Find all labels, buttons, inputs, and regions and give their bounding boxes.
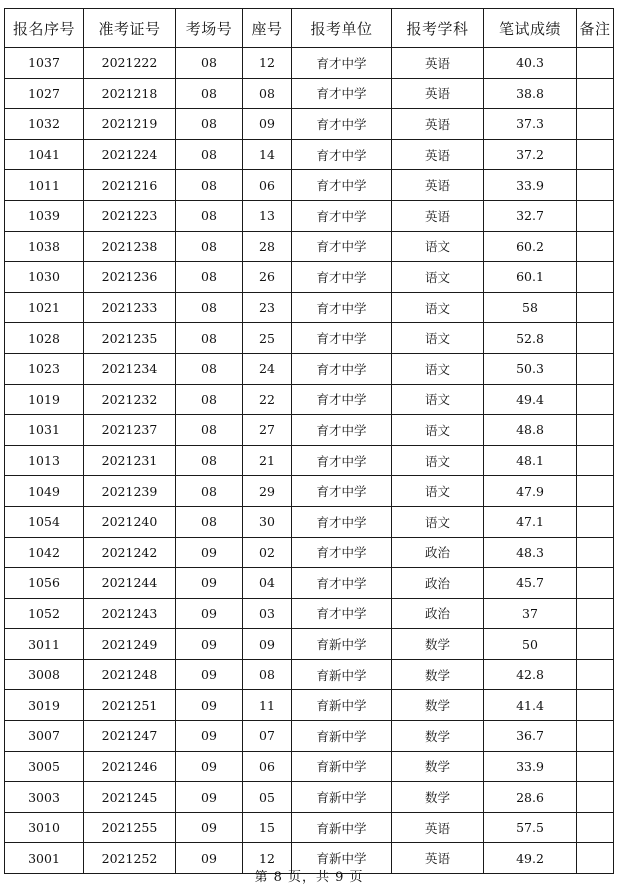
cell-written-score: 52.8 bbox=[484, 323, 577, 354]
cell-exam-room-no: 08 bbox=[176, 384, 243, 415]
cell-exam-room-no: 09 bbox=[176, 568, 243, 599]
cell-applied-unit: 育才中学 bbox=[292, 78, 392, 109]
cell-written-score: 47.1 bbox=[484, 506, 577, 537]
cell-exam-room-no: 08 bbox=[176, 476, 243, 507]
cell-applied-unit: 育才中学 bbox=[292, 48, 392, 79]
cell-applied-subject: 数学 bbox=[392, 690, 484, 721]
header-admission-ticket-no: 准考证号 bbox=[84, 9, 176, 48]
cell-admission-ticket-no: 2021238 bbox=[84, 231, 176, 262]
cell-seat-no: 15 bbox=[243, 812, 292, 843]
header-applied-unit: 报考单位 bbox=[292, 9, 392, 48]
cell-seat-no: 24 bbox=[243, 353, 292, 384]
cell-seat-no: 30 bbox=[243, 506, 292, 537]
cell-written-score: 42.8 bbox=[484, 659, 577, 690]
cell-exam-room-no: 09 bbox=[176, 782, 243, 813]
cell-applied-subject: 数学 bbox=[392, 629, 484, 660]
cell-applied-unit: 育新中学 bbox=[292, 751, 392, 782]
cell-written-score: 49.2 bbox=[484, 843, 577, 874]
cell-written-score: 48.3 bbox=[484, 537, 577, 568]
cell-applied-subject: 语文 bbox=[392, 476, 484, 507]
cell-applied-unit: 育才中学 bbox=[292, 292, 392, 323]
cell-admission-ticket-no: 2021252 bbox=[84, 843, 176, 874]
cell-admission-ticket-no: 2021236 bbox=[84, 262, 176, 293]
cell-written-score: 48.1 bbox=[484, 445, 577, 476]
cell-applied-subject: 政治 bbox=[392, 537, 484, 568]
cell-admission-ticket-no: 2021231 bbox=[84, 445, 176, 476]
cell-applied-unit: 育才中学 bbox=[292, 262, 392, 293]
cell-seat-no: 08 bbox=[243, 659, 292, 690]
cell-admission-ticket-no: 2021242 bbox=[84, 537, 176, 568]
cell-applied-unit: 育新中学 bbox=[292, 782, 392, 813]
cell-applied-unit: 育才中学 bbox=[292, 384, 392, 415]
cell-remarks bbox=[577, 812, 614, 843]
cell-applied-subject: 英语 bbox=[392, 139, 484, 170]
cell-registration-no: 3008 bbox=[5, 659, 84, 690]
cell-applied-unit: 育才中学 bbox=[292, 170, 392, 201]
cell-exam-room-no: 08 bbox=[176, 78, 243, 109]
cell-registration-no: 1013 bbox=[5, 445, 84, 476]
cell-written-score: 50 bbox=[484, 629, 577, 660]
cell-admission-ticket-no: 2021251 bbox=[84, 690, 176, 721]
table-row bbox=[5, 812, 614, 843]
cell-applied-subject: 数学 bbox=[392, 721, 484, 752]
header-applied-subject: 报考学科 bbox=[392, 9, 484, 48]
cell-remarks bbox=[577, 537, 614, 568]
cell-applied-subject: 语文 bbox=[392, 384, 484, 415]
exam-score-table bbox=[4, 8, 614, 874]
cell-seat-no: 05 bbox=[243, 782, 292, 813]
cell-registration-no: 1023 bbox=[5, 353, 84, 384]
cell-seat-no: 06 bbox=[243, 170, 292, 201]
cell-exam-room-no: 08 bbox=[176, 445, 243, 476]
cell-admission-ticket-no: 2021237 bbox=[84, 415, 176, 446]
table-row bbox=[5, 782, 614, 813]
cell-applied-unit: 育才中学 bbox=[292, 323, 392, 354]
cell-remarks bbox=[577, 415, 614, 446]
table-row bbox=[5, 353, 614, 384]
cell-exam-room-no: 08 bbox=[176, 231, 243, 262]
cell-remarks bbox=[577, 323, 614, 354]
cell-applied-unit: 育才中学 bbox=[292, 476, 392, 507]
cell-exam-room-no: 08 bbox=[176, 48, 243, 79]
cell-registration-no: 1054 bbox=[5, 506, 84, 537]
cell-applied-subject: 语文 bbox=[392, 353, 484, 384]
cell-admission-ticket-no: 2021216 bbox=[84, 170, 176, 201]
cell-written-score: 40.3 bbox=[484, 48, 577, 79]
cell-exam-room-no: 08 bbox=[176, 262, 243, 293]
cell-exam-room-no: 08 bbox=[176, 323, 243, 354]
table-row bbox=[5, 231, 614, 262]
cell-admission-ticket-no: 2021232 bbox=[84, 384, 176, 415]
cell-remarks bbox=[577, 109, 614, 140]
cell-seat-no: 04 bbox=[243, 568, 292, 599]
cell-exam-room-no: 09 bbox=[176, 751, 243, 782]
cell-seat-no: 02 bbox=[243, 537, 292, 568]
cell-applied-subject: 语文 bbox=[392, 231, 484, 262]
table-row bbox=[5, 537, 614, 568]
cell-seat-no: 22 bbox=[243, 384, 292, 415]
cell-exam-room-no: 09 bbox=[176, 537, 243, 568]
cell-applied-subject: 语文 bbox=[392, 506, 484, 537]
cell-remarks bbox=[577, 384, 614, 415]
cell-exam-room-no: 09 bbox=[176, 812, 243, 843]
cell-applied-unit: 育新中学 bbox=[292, 690, 392, 721]
cell-registration-no: 1031 bbox=[5, 415, 84, 446]
cell-applied-unit: 育才中学 bbox=[292, 506, 392, 537]
cell-applied-subject: 语文 bbox=[392, 323, 484, 354]
cell-applied-subject: 语文 bbox=[392, 262, 484, 293]
cell-admission-ticket-no: 2021224 bbox=[84, 139, 176, 170]
cell-written-score: 28.6 bbox=[484, 782, 577, 813]
table-row bbox=[5, 78, 614, 109]
table-row bbox=[5, 568, 614, 599]
cell-applied-subject: 数学 bbox=[392, 659, 484, 690]
cell-exam-room-no: 08 bbox=[176, 506, 243, 537]
cell-written-score: 47.9 bbox=[484, 476, 577, 507]
cell-registration-no: 1039 bbox=[5, 200, 84, 231]
cell-seat-no: 03 bbox=[243, 598, 292, 629]
cell-written-score: 45.7 bbox=[484, 568, 577, 599]
table-row bbox=[5, 445, 614, 476]
cell-applied-unit: 育新中学 bbox=[292, 659, 392, 690]
cell-applied-subject: 英语 bbox=[392, 48, 484, 79]
cell-remarks bbox=[577, 353, 614, 384]
cell-remarks bbox=[577, 139, 614, 170]
cell-seat-no: 06 bbox=[243, 751, 292, 782]
cell-registration-no: 3001 bbox=[5, 843, 84, 874]
cell-written-score: 49.4 bbox=[484, 384, 577, 415]
table-row bbox=[5, 415, 614, 446]
cell-seat-no: 12 bbox=[243, 48, 292, 79]
cell-remarks bbox=[577, 598, 614, 629]
cell-applied-unit: 育新中学 bbox=[292, 843, 392, 874]
cell-registration-no: 3005 bbox=[5, 751, 84, 782]
cell-seat-no: 12 bbox=[243, 843, 292, 874]
table-row bbox=[5, 200, 614, 231]
cell-exam-room-no: 08 bbox=[176, 170, 243, 201]
table-row bbox=[5, 170, 614, 201]
cell-registration-no: 3019 bbox=[5, 690, 84, 721]
cell-admission-ticket-no: 2021219 bbox=[84, 109, 176, 140]
cell-applied-subject: 数学 bbox=[392, 751, 484, 782]
cell-admission-ticket-no: 2021244 bbox=[84, 568, 176, 599]
cell-written-score: 36.7 bbox=[484, 721, 577, 752]
cell-admission-ticket-no: 2021233 bbox=[84, 292, 176, 323]
cell-seat-no: 27 bbox=[243, 415, 292, 446]
cell-applied-subject: 英语 bbox=[392, 170, 484, 201]
table-header bbox=[5, 9, 614, 48]
cell-remarks bbox=[577, 506, 614, 537]
cell-registration-no: 1011 bbox=[5, 170, 84, 201]
cell-applied-subject: 英语 bbox=[392, 200, 484, 231]
header-remarks: 备注 bbox=[577, 9, 614, 48]
table-row bbox=[5, 690, 614, 721]
cell-applied-unit: 育才中学 bbox=[292, 568, 392, 599]
cell-applied-unit: 育才中学 bbox=[292, 231, 392, 262]
table-row bbox=[5, 384, 614, 415]
cell-written-score: 37 bbox=[484, 598, 577, 629]
cell-applied-subject: 英语 bbox=[392, 843, 484, 874]
cell-registration-no: 1037 bbox=[5, 48, 84, 79]
cell-exam-room-no: 09 bbox=[176, 659, 243, 690]
cell-applied-subject: 语文 bbox=[392, 445, 484, 476]
cell-registration-no: 3010 bbox=[5, 812, 84, 843]
table-row bbox=[5, 262, 614, 293]
cell-admission-ticket-no: 2021246 bbox=[84, 751, 176, 782]
cell-written-score: 32.7 bbox=[484, 200, 577, 231]
cell-admission-ticket-no: 2021249 bbox=[84, 629, 176, 660]
cell-applied-unit: 育才中学 bbox=[292, 139, 392, 170]
cell-applied-unit: 育新中学 bbox=[292, 812, 392, 843]
cell-exam-room-no: 08 bbox=[176, 200, 243, 231]
table-row bbox=[5, 721, 614, 752]
cell-applied-unit: 育才中学 bbox=[292, 415, 392, 446]
cell-applied-subject: 语文 bbox=[392, 292, 484, 323]
cell-exam-room-no: 09 bbox=[176, 721, 243, 752]
header-written-score: 笔试成绩 bbox=[484, 9, 577, 48]
header-exam-room-no: 考场号 bbox=[176, 9, 243, 48]
cell-applied-unit: 育才中学 bbox=[292, 353, 392, 384]
table-row bbox=[5, 292, 614, 323]
cell-remarks bbox=[577, 48, 614, 79]
cell-applied-unit: 育才中学 bbox=[292, 537, 392, 568]
cell-applied-subject: 语文 bbox=[392, 415, 484, 446]
cell-registration-no: 1042 bbox=[5, 537, 84, 568]
cell-registration-no: 1030 bbox=[5, 262, 84, 293]
cell-seat-no: 13 bbox=[243, 200, 292, 231]
cell-applied-subject: 数学 bbox=[392, 782, 484, 813]
cell-applied-unit: 育才中学 bbox=[292, 109, 392, 140]
cell-seat-no: 23 bbox=[243, 292, 292, 323]
cell-written-score: 57.5 bbox=[484, 812, 577, 843]
cell-exam-room-no: 08 bbox=[176, 353, 243, 384]
cell-written-score: 33.9 bbox=[484, 170, 577, 201]
cell-remarks bbox=[577, 476, 614, 507]
cell-written-score: 60.1 bbox=[484, 262, 577, 293]
cell-remarks bbox=[577, 170, 614, 201]
cell-seat-no: 28 bbox=[243, 231, 292, 262]
cell-remarks bbox=[577, 659, 614, 690]
cell-registration-no: 1038 bbox=[5, 231, 84, 262]
cell-exam-room-no: 09 bbox=[176, 629, 243, 660]
cell-admission-ticket-no: 2021234 bbox=[84, 353, 176, 384]
cell-written-score: 60.2 bbox=[484, 231, 577, 262]
cell-applied-subject: 政治 bbox=[392, 568, 484, 599]
cell-remarks bbox=[577, 445, 614, 476]
header-registration-no: 报名序号 bbox=[5, 9, 84, 48]
table-row bbox=[5, 109, 614, 140]
cell-exam-room-no: 08 bbox=[176, 109, 243, 140]
cell-registration-no: 1032 bbox=[5, 109, 84, 140]
cell-seat-no: 09 bbox=[243, 109, 292, 140]
cell-admission-ticket-no: 2021235 bbox=[84, 323, 176, 354]
cell-remarks bbox=[577, 690, 614, 721]
cell-registration-no: 3011 bbox=[5, 629, 84, 660]
cell-seat-no: 29 bbox=[243, 476, 292, 507]
cell-admission-ticket-no: 2021218 bbox=[84, 78, 176, 109]
cell-remarks bbox=[577, 262, 614, 293]
cell-applied-unit: 育新中学 bbox=[292, 629, 392, 660]
table-row bbox=[5, 629, 614, 660]
table-row bbox=[5, 751, 614, 782]
cell-exam-room-no: 09 bbox=[176, 598, 243, 629]
cell-applied-unit: 育才中学 bbox=[292, 445, 392, 476]
cell-registration-no: 3007 bbox=[5, 721, 84, 752]
cell-admission-ticket-no: 2021255 bbox=[84, 812, 176, 843]
cell-admission-ticket-no: 2021240 bbox=[84, 506, 176, 537]
cell-applied-unit: 育才中学 bbox=[292, 200, 392, 231]
cell-written-score: 37.3 bbox=[484, 109, 577, 140]
cell-admission-ticket-no: 2021248 bbox=[84, 659, 176, 690]
cell-written-score: 58 bbox=[484, 292, 577, 323]
cell-written-score: 37.2 bbox=[484, 139, 577, 170]
table-row bbox=[5, 48, 614, 79]
cell-admission-ticket-no: 2021222 bbox=[84, 48, 176, 79]
cell-remarks bbox=[577, 568, 614, 599]
header-seat-no: 座号 bbox=[243, 9, 292, 48]
table-row bbox=[5, 598, 614, 629]
cell-applied-subject: 英语 bbox=[392, 812, 484, 843]
cell-applied-unit: 育新中学 bbox=[292, 721, 392, 752]
table-row bbox=[5, 659, 614, 690]
cell-exam-room-no: 08 bbox=[176, 139, 243, 170]
cell-seat-no: 11 bbox=[243, 690, 292, 721]
cell-admission-ticket-no: 2021239 bbox=[84, 476, 176, 507]
table-row bbox=[5, 506, 614, 537]
cell-seat-no: 08 bbox=[243, 78, 292, 109]
cell-written-score: 38.8 bbox=[484, 78, 577, 109]
cell-seat-no: 07 bbox=[243, 721, 292, 752]
cell-seat-no: 14 bbox=[243, 139, 292, 170]
cell-applied-subject: 英语 bbox=[392, 78, 484, 109]
cell-written-score: 33.9 bbox=[484, 751, 577, 782]
cell-registration-no: 1056 bbox=[5, 568, 84, 599]
cell-remarks bbox=[577, 200, 614, 231]
cell-remarks bbox=[577, 751, 614, 782]
cell-exam-room-no: 08 bbox=[176, 292, 243, 323]
cell-seat-no: 09 bbox=[243, 629, 292, 660]
page-footer: 第 8 页，共 9 页 bbox=[254, 870, 364, 885]
cell-registration-no: 3003 bbox=[5, 782, 84, 813]
cell-remarks bbox=[577, 231, 614, 262]
cell-exam-room-no: 09 bbox=[176, 843, 243, 874]
cell-written-score: 50.3 bbox=[484, 353, 577, 384]
cell-admission-ticket-no: 2021245 bbox=[84, 782, 176, 813]
header-row bbox=[5, 9, 614, 48]
cell-registration-no: 1028 bbox=[5, 323, 84, 354]
table-body bbox=[5, 48, 614, 874]
cell-exam-room-no: 08 bbox=[176, 415, 243, 446]
cell-applied-subject: 英语 bbox=[392, 109, 484, 140]
cell-seat-no: 25 bbox=[243, 323, 292, 354]
cell-remarks bbox=[577, 782, 614, 813]
cell-registration-no: 1019 bbox=[5, 384, 84, 415]
cell-registration-no: 1049 bbox=[5, 476, 84, 507]
cell-remarks bbox=[577, 292, 614, 323]
table-row bbox=[5, 476, 614, 507]
cell-registration-no: 1041 bbox=[5, 139, 84, 170]
cell-seat-no: 21 bbox=[243, 445, 292, 476]
cell-applied-unit: 育才中学 bbox=[292, 598, 392, 629]
cell-seat-no: 26 bbox=[243, 262, 292, 293]
table-row bbox=[5, 323, 614, 354]
cell-remarks bbox=[577, 721, 614, 752]
cell-remarks bbox=[577, 629, 614, 660]
cell-written-score: 48.8 bbox=[484, 415, 577, 446]
cell-applied-subject: 政治 bbox=[392, 598, 484, 629]
cell-admission-ticket-no: 2021223 bbox=[84, 200, 176, 231]
cell-written-score: 41.4 bbox=[484, 690, 577, 721]
cell-admission-ticket-no: 2021243 bbox=[84, 598, 176, 629]
cell-registration-no: 1052 bbox=[5, 598, 84, 629]
cell-registration-no: 1021 bbox=[5, 292, 84, 323]
cell-registration-no: 1027 bbox=[5, 78, 84, 109]
cell-admission-ticket-no: 2021247 bbox=[84, 721, 176, 752]
cell-exam-room-no: 09 bbox=[176, 690, 243, 721]
cell-remarks bbox=[577, 78, 614, 109]
table-row bbox=[5, 139, 614, 170]
